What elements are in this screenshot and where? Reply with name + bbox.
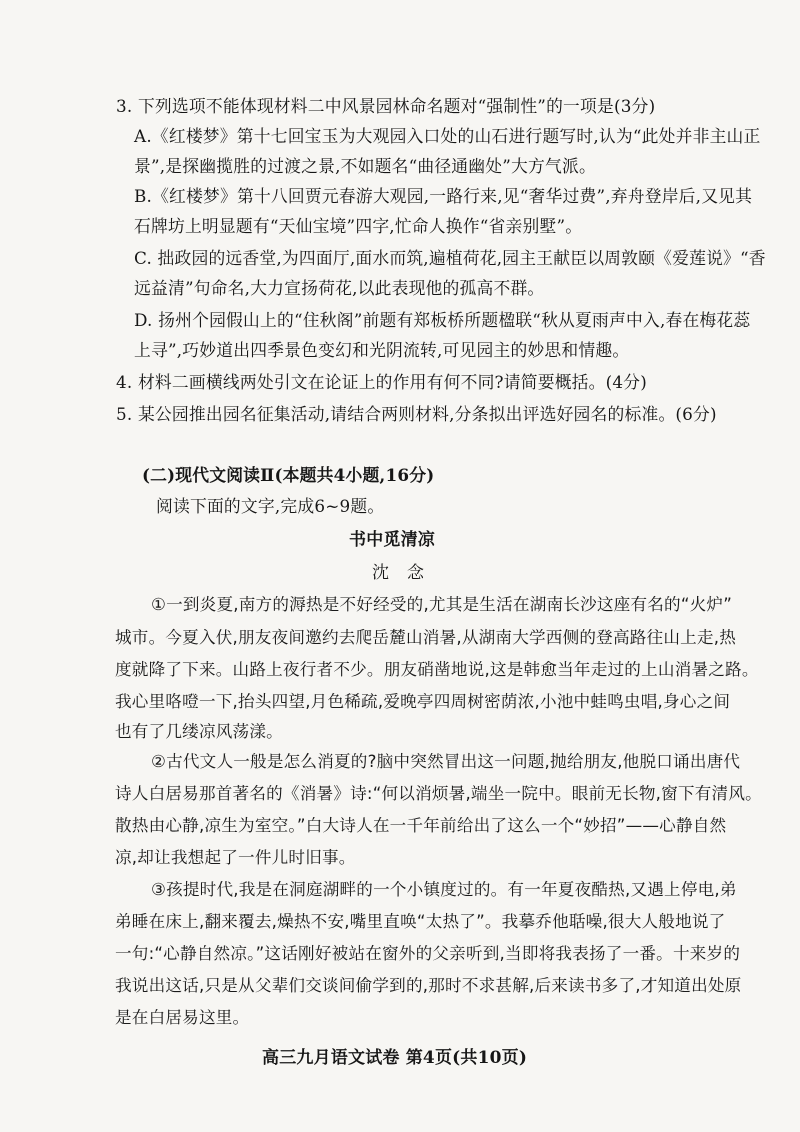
section-instruction: 阅读下面的文字,完成6~9题。 bbox=[156, 496, 385, 516]
option-a-line-2: 景”,是探幽揽胜的过渡之景,不如题名“曲径通幽处”大方气派。 bbox=[134, 156, 596, 176]
paragraph-1-line-2: 城市。今夏入伏,朋友夜间邀约去爬岳麓山消暑,从湖南大学西侧的登高路往山上走,热 bbox=[115, 628, 736, 647]
question-3-stem: 3. 下列选项不能体现材料二中风景园林命名题对“强制性”的一项是(3分) bbox=[116, 96, 656, 116]
option-a-line-1: A.《红楼梦》第十七回宝玉为大观园入口处的山石进行题写时,认为“此处并非主山正 bbox=[134, 126, 761, 146]
page-footer: 高三九月语文试卷 第4页(共10页) bbox=[262, 1048, 528, 1068]
article-author: 沈念 bbox=[372, 563, 442, 583]
option-b-line-1: B.《红楼梦》第十八回贾元春游大观园,一路行来,见“奢华过费”,弃舟登岸后,又见其 bbox=[134, 186, 753, 206]
paragraph-1-line-4: 我心里咯噔一下,抬头四望,月色稀疏,爱晚亭四周树密荫浓,小池中蛙鸣虫唱,身心之间 bbox=[115, 692, 731, 711]
paragraph-1-line-3: 度就降了下来。山路上夜行者不少。朋友硝凿地说,这是韩愈当年走过的上山消暑之路。 bbox=[115, 660, 759, 679]
paragraph-2-line-2: 诗人白居易那首著名的《消暑》诗:“何以消烦暑,端坐一院中。眼前无长物,窗下有清风。 bbox=[115, 784, 762, 803]
option-d-line-1: D. 扬州个园假山上的“住秋阁”前题有郑板桥所题楹联“秋从夏雨声中入,春在梅花蕊 bbox=[134, 310, 751, 330]
paragraph-3-line-5: 是在白居易这里。 bbox=[115, 1008, 250, 1027]
paragraph-3-line-3: 一句:“心静自然凉。”这话刚好被站在窗外的父亲听到,当即将我表扬了一番。十来岁的 bbox=[115, 944, 741, 963]
option-c-line-2: 远益清”句命名,大力宣扬荷花,以此表现他的孤高不群。 bbox=[134, 278, 545, 298]
option-d-line-2: 上寻”,巧妙道出四季景色变幻和光阴流转,可见园主的妙思和情趣。 bbox=[134, 340, 630, 360]
paragraph-3-line-1: ③孩提时代,我是在洞庭湖畔的一个小镇度过的。有一年夏夜酷热,又遇上停电,弟 bbox=[151, 880, 737, 899]
article-title: 书中觅清凉 bbox=[349, 530, 435, 550]
question-4: 4. 材料二画横线两处引文在论证上的作用有何不同?请简要概括。(4分) bbox=[116, 372, 647, 392]
option-b-line-2: 石牌坊上明显题有“天仙宝境”四字,忙命人换作“省亲别墅”。 bbox=[134, 216, 583, 236]
paragraph-2-line-1: ②古代文人一般是怎么消夏的?脑中突然冒出这一问题,抛给朋友,他脱口诵出唐代 bbox=[151, 752, 741, 771]
paragraph-2-line-3: 散热由心静,凉生为室空。”白大诗人在一千年前给出了这么一个“妙招”——心静自然 bbox=[115, 816, 727, 835]
paragraph-2-line-4: 凉,却让我想起了一件儿时旧事。 bbox=[115, 848, 356, 867]
paragraph-1-line-5: 也有了几缕凉风荡漾。 bbox=[115, 722, 283, 741]
paragraph-3-line-4: 我说出这话,只是从父辈们交谈间偷学到的,那时不求甚解,后来读书多了,才知道出处原 bbox=[115, 976, 742, 995]
paragraph-3-line-2: 弟睡在床上,翻来覆去,燥热不安,嘴里直唤“太热了”。我摹乔他聒噪,很大人般地说了 bbox=[115, 912, 726, 931]
section-heading: (二)现代文阅读Ⅱ(本题共4小题,16分) bbox=[142, 465, 435, 485]
option-c-line-1: C. 拙政园的远香堂,为四面厅,面水而筑,遍植荷花,园主王献臣以周敦颐《爱莲说》“香 bbox=[134, 248, 766, 268]
question-5: 5. 某公园推出园名征集活动,请结合两则材料,分条拟出评选好园名的标准。(6分) bbox=[116, 404, 717, 424]
paragraph-1-line-1: ①一到炎夏,南方的溽热是不好经受的,尤其是生活在湖南长沙这座有名的“火炉” bbox=[151, 595, 733, 614]
